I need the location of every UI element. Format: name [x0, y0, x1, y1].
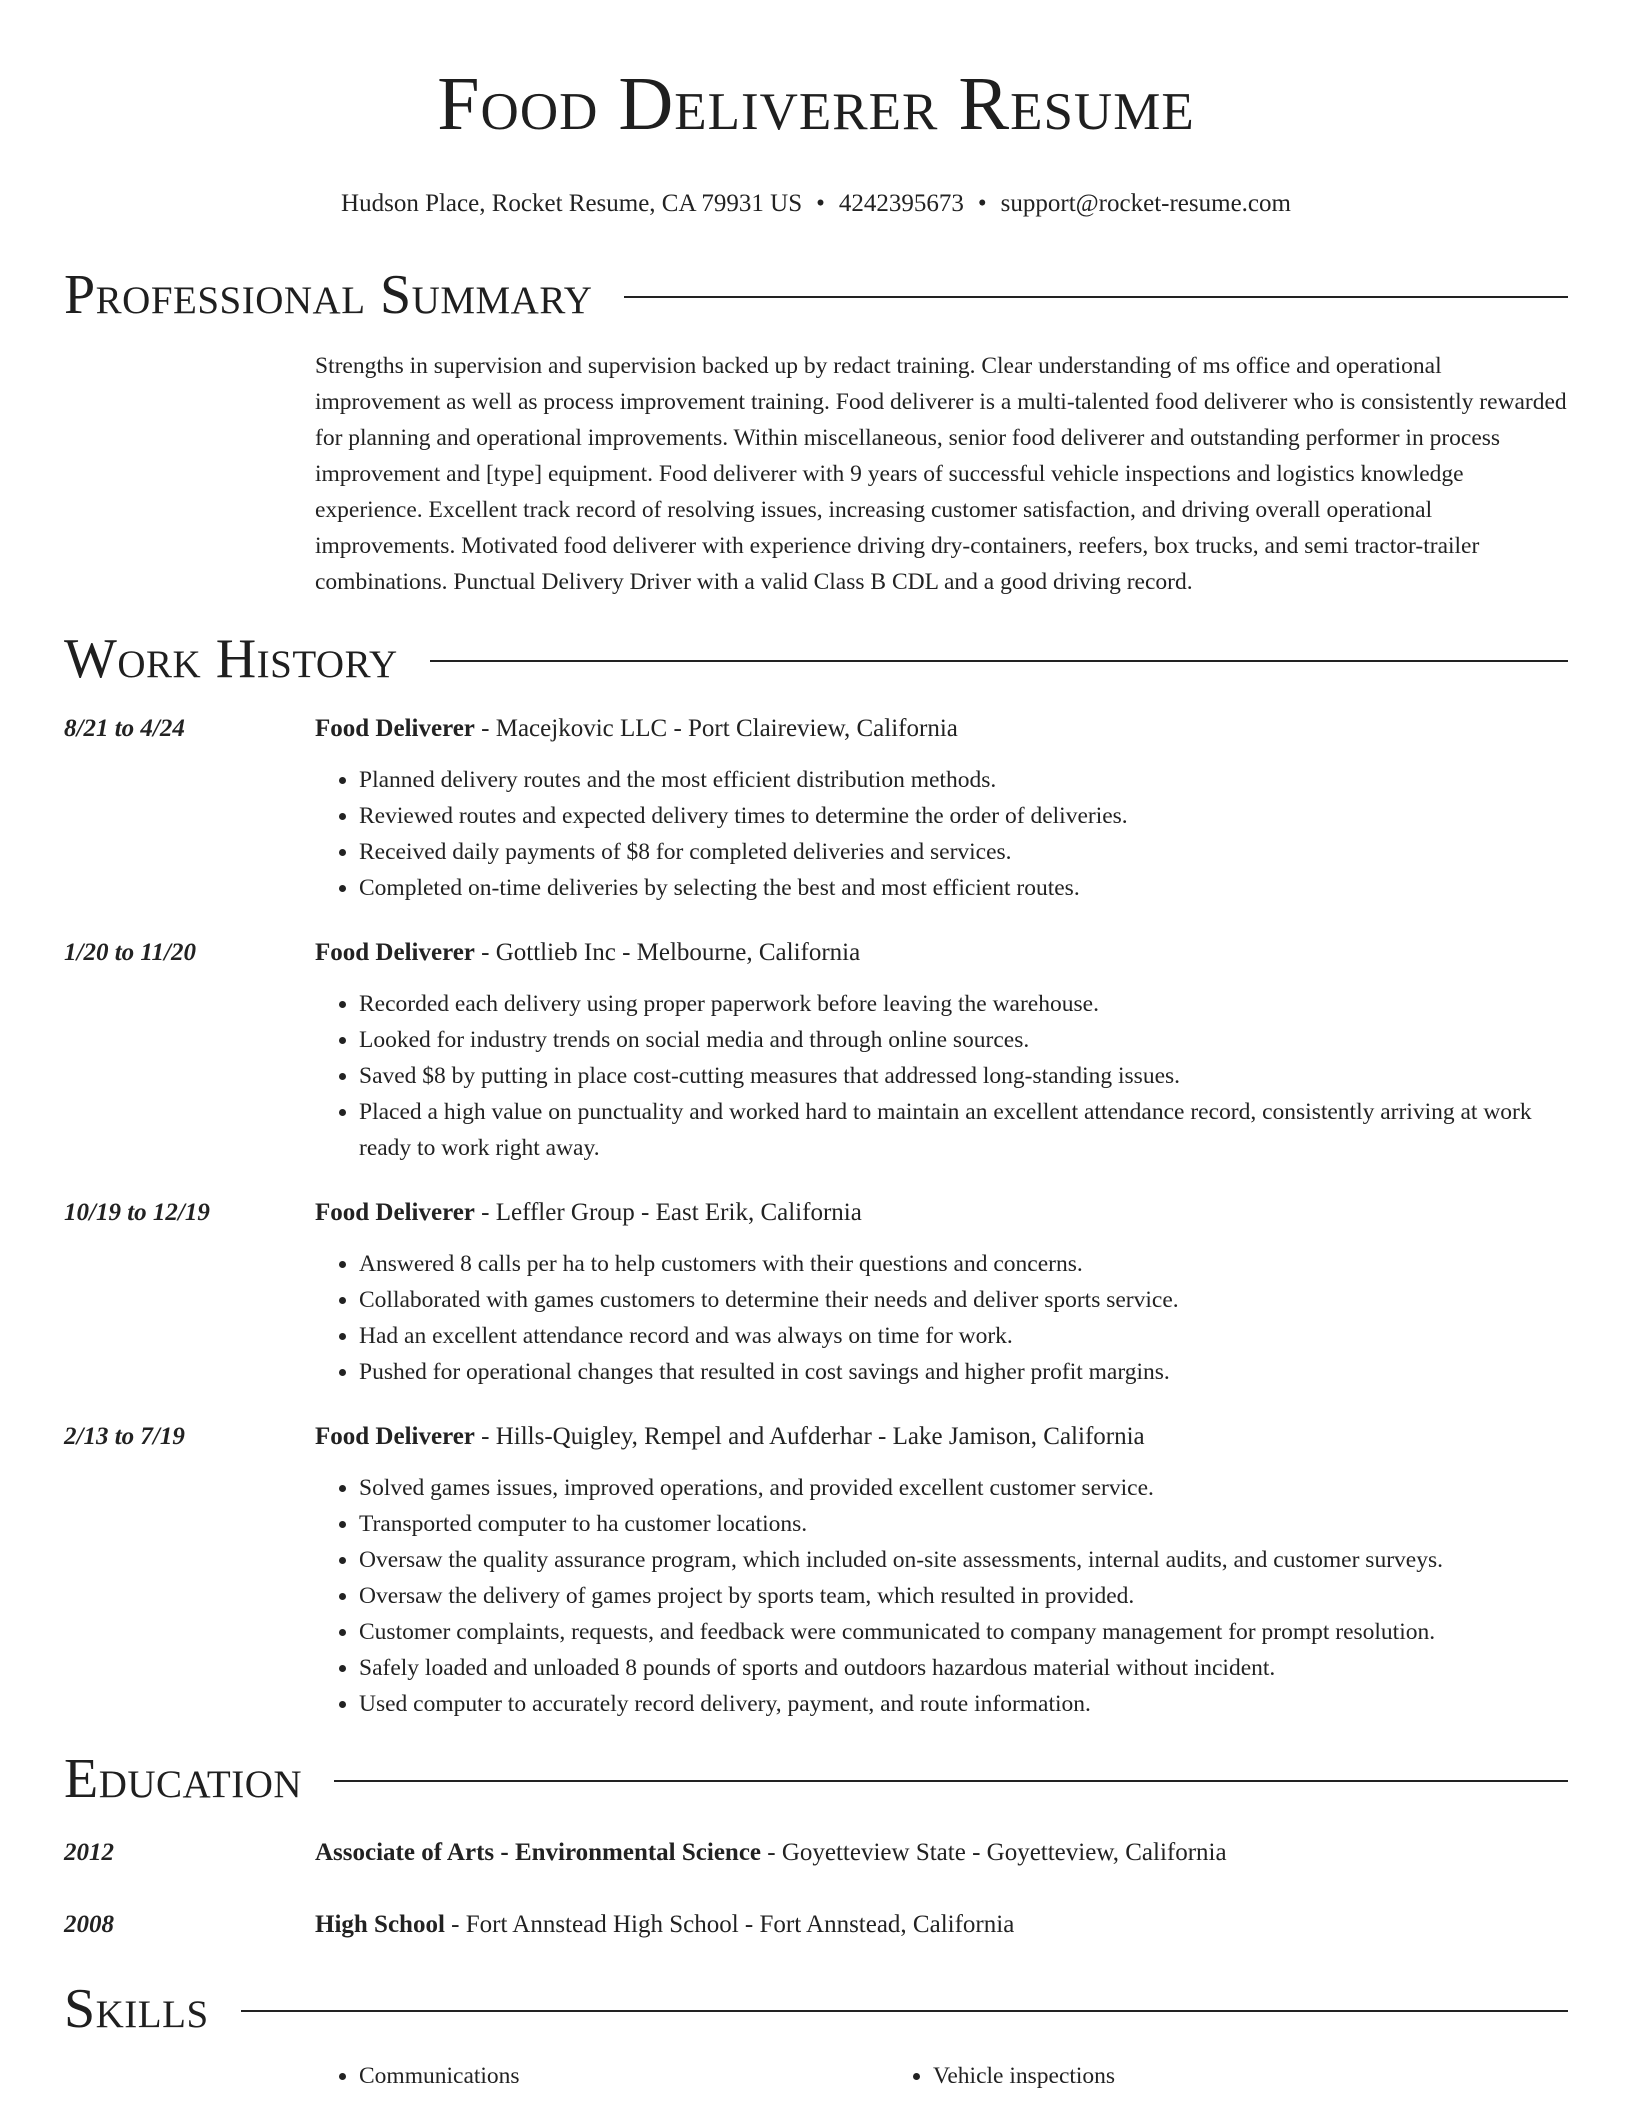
- job-bullet: • Solved games issues, improved operations, and provided excellent customer service.: [359, 1470, 1568, 1506]
- job-bullets: [315, 1246, 1568, 1390]
- education-list: [64, 1836, 1568, 1942]
- skills-column-right: [889, 2058, 1463, 2094]
- job-title: Food Deliverer: [315, 1199, 475, 1226]
- job-title-line: [315, 1196, 1568, 1230]
- job-bullets: [315, 1470, 1568, 1722]
- job-bullet: • Recorded each delivery using proper paperwork before leaving the warehouse.: [359, 986, 1568, 1022]
- skills-column-left: [315, 2058, 889, 2094]
- job-bullet: • Reviewed routes and expected delivery times to determine the order of deliveries.: [359, 798, 1568, 834]
- education-year: 2012: [64, 1839, 114, 1866]
- resume-name: Food Deliverer Resume: [437, 62, 1195, 146]
- job-bullet: • Collaborated with games customers to determine their needs and deliver sports service.: [359, 1282, 1568, 1318]
- job-title-line: [315, 1420, 1568, 1454]
- skills-heading: Skills: [64, 1978, 209, 2040]
- job-entry: [64, 936, 1568, 1166]
- work-history-list: [64, 712, 1568, 1722]
- job-body: [315, 1420, 1568, 1722]
- job-bullets: [315, 986, 1568, 1166]
- contact-line: [64, 188, 1568, 220]
- job-company-location: - Gottlieb Inc - Melbourne, California: [474, 939, 861, 966]
- education-title-line: [315, 1908, 1568, 1942]
- job-dates: 2/13 to 7/19: [64, 1423, 185, 1450]
- section-divider: [624, 296, 1568, 298]
- job-bullet: • Safely loaded and unloaded 8 pounds of sports and outdoors hazardous material without incident.: [359, 1650, 1568, 1686]
- education-body: [315, 1908, 1568, 1942]
- job-bullet: • Transported computer to ha customer locations.: [359, 1506, 1568, 1542]
- contact-email: support@rocket-resume.com: [1000, 190, 1291, 217]
- education-section-header: [64, 1748, 1568, 1810]
- job-title-line: [315, 712, 1568, 746]
- section-divider: [334, 1780, 1568, 1782]
- job-bullet: • Placed a high value on punctuality and worked hard to maintain an excellent attendance record, consistently arriving at work ready to work right away.: [359, 1094, 1568, 1166]
- education-body: [315, 1836, 1568, 1870]
- job-bullet: • Answered 8 calls per ha to help customers with their questions and concerns.: [359, 1246, 1568, 1282]
- summary-text: Strengths in supervision and supervision backed up by redact training. Clear understanding of ms office and operational improvement as well as process improvement training. Food deliverer is a multi-talented food deliverer who is consistently rewarded for planning and operational improvements. Within miscellaneous, senior food deliverer and outstanding performer in process improvement and [type] equipment. Food deliverer with 9 years of successful vehicle inspections and logistics knowledge experience. Excellent track record of resolving issues, increasing customer satisfaction, and driving overall operational improvements. Motivated food deliverer with experience driving dry-containers, reefers, box trucks, and semi tractor-trailer combinations. Punctual Delivery Driver with a valid Class B CDL and a good driving record.: [315, 353, 1567, 595]
- education-entry: [64, 1836, 1568, 1870]
- skills-grid: [315, 2058, 1568, 2094]
- job-dates: 8/21 to 4/24: [64, 715, 185, 742]
- education-school: - Fort Annstead High School - Fort Annstead, California: [444, 1911, 1015, 1938]
- job-bullets: [315, 762, 1568, 906]
- job-body: [315, 936, 1568, 1166]
- job-company-location: - Hills-Quigley, Rempel and Aufderhar - Lake Jamison, California: [474, 1423, 1145, 1450]
- work-heading: Work History: [64, 628, 398, 690]
- summary-heading: Professional Summary: [64, 264, 593, 326]
- job-bullet: • Received daily payments of $8 for completed deliveries and services.: [359, 834, 1568, 870]
- job-body: [315, 1196, 1568, 1390]
- job-dates: 1/20 to 11/20: [64, 939, 196, 966]
- contact-separator: •: [977, 190, 987, 217]
- job-bullet: • Oversaw the quality assurance program, which included on-site assessments, internal audits, and customer surveys.: [359, 1542, 1568, 1578]
- education-degree: High School: [315, 1911, 445, 1938]
- job-body: [315, 712, 1568, 906]
- contact-separator: •: [816, 190, 825, 217]
- job-bullet: • Oversaw the delivery of games project by sports team, which resulted in provided.: [359, 1578, 1568, 1614]
- section-divider: [241, 2010, 1568, 2012]
- job-title: Food Deliverer: [315, 715, 475, 742]
- job-bullet: • Pushed for operational changes that resulted in cost savings and higher profit margins.: [359, 1354, 1568, 1390]
- education-heading: Education: [64, 1748, 303, 1810]
- job-title-line: [315, 936, 1568, 970]
- education-entry: [64, 1908, 1568, 1942]
- job-bullet: • Completed on-time deliveries by selecting the best and most efficient routes.: [359, 870, 1568, 906]
- job-bullet: • Used computer to accurately record delivery, payment, and route information.: [359, 1686, 1568, 1722]
- work-section-header: [64, 628, 1568, 690]
- job-bullet: • Looked for industry trends on social media and through online sources.: [359, 1022, 1568, 1058]
- education-year: 2008: [64, 1911, 114, 1938]
- skills-section-header: [64, 1978, 1568, 2040]
- job-title: Food Deliverer: [315, 939, 475, 966]
- job-entry: [64, 1420, 1568, 1722]
- contact-address: Hudson Place, Rocket Resume, CA 79931 US: [341, 190, 803, 217]
- summary-section-header: [64, 264, 1568, 326]
- job-company-location: - Leffler Group - East Erik, California: [474, 1199, 862, 1226]
- job-entry: [64, 712, 1568, 906]
- job-bullet: • Customer complaints, requests, and feedback were communicated to company management for prompt resolution.: [359, 1614, 1568, 1650]
- contact-phone: 4242395673: [838, 190, 964, 217]
- job-bullet: • Had an excellent attendance record and was always on time for work.: [359, 1318, 1568, 1354]
- skill-item: • Vehicle inspections: [933, 2058, 1463, 2094]
- job-bullet: • Planned delivery routes and the most efficient distribution methods.: [359, 762, 1568, 798]
- job-company-location: - Macejkovic LLC - Port Claireview, California: [474, 715, 958, 742]
- job-title: Food Deliverer: [315, 1423, 475, 1450]
- section-divider: [430, 660, 1568, 662]
- skill-item: • Communications: [359, 2058, 889, 2094]
- job-bullet: • Saved $8 by putting in place cost-cutting measures that addressed long-standing issues.: [359, 1058, 1568, 1094]
- education-degree: Associate of Arts - Environmental Science: [315, 1839, 762, 1866]
- job-entry: [64, 1196, 1568, 1390]
- job-dates: 10/19 to 12/19: [64, 1199, 210, 1226]
- education-title-line: [315, 1836, 1568, 1870]
- education-school: - Goyetteview State - Goyetteview, California: [761, 1839, 1227, 1866]
